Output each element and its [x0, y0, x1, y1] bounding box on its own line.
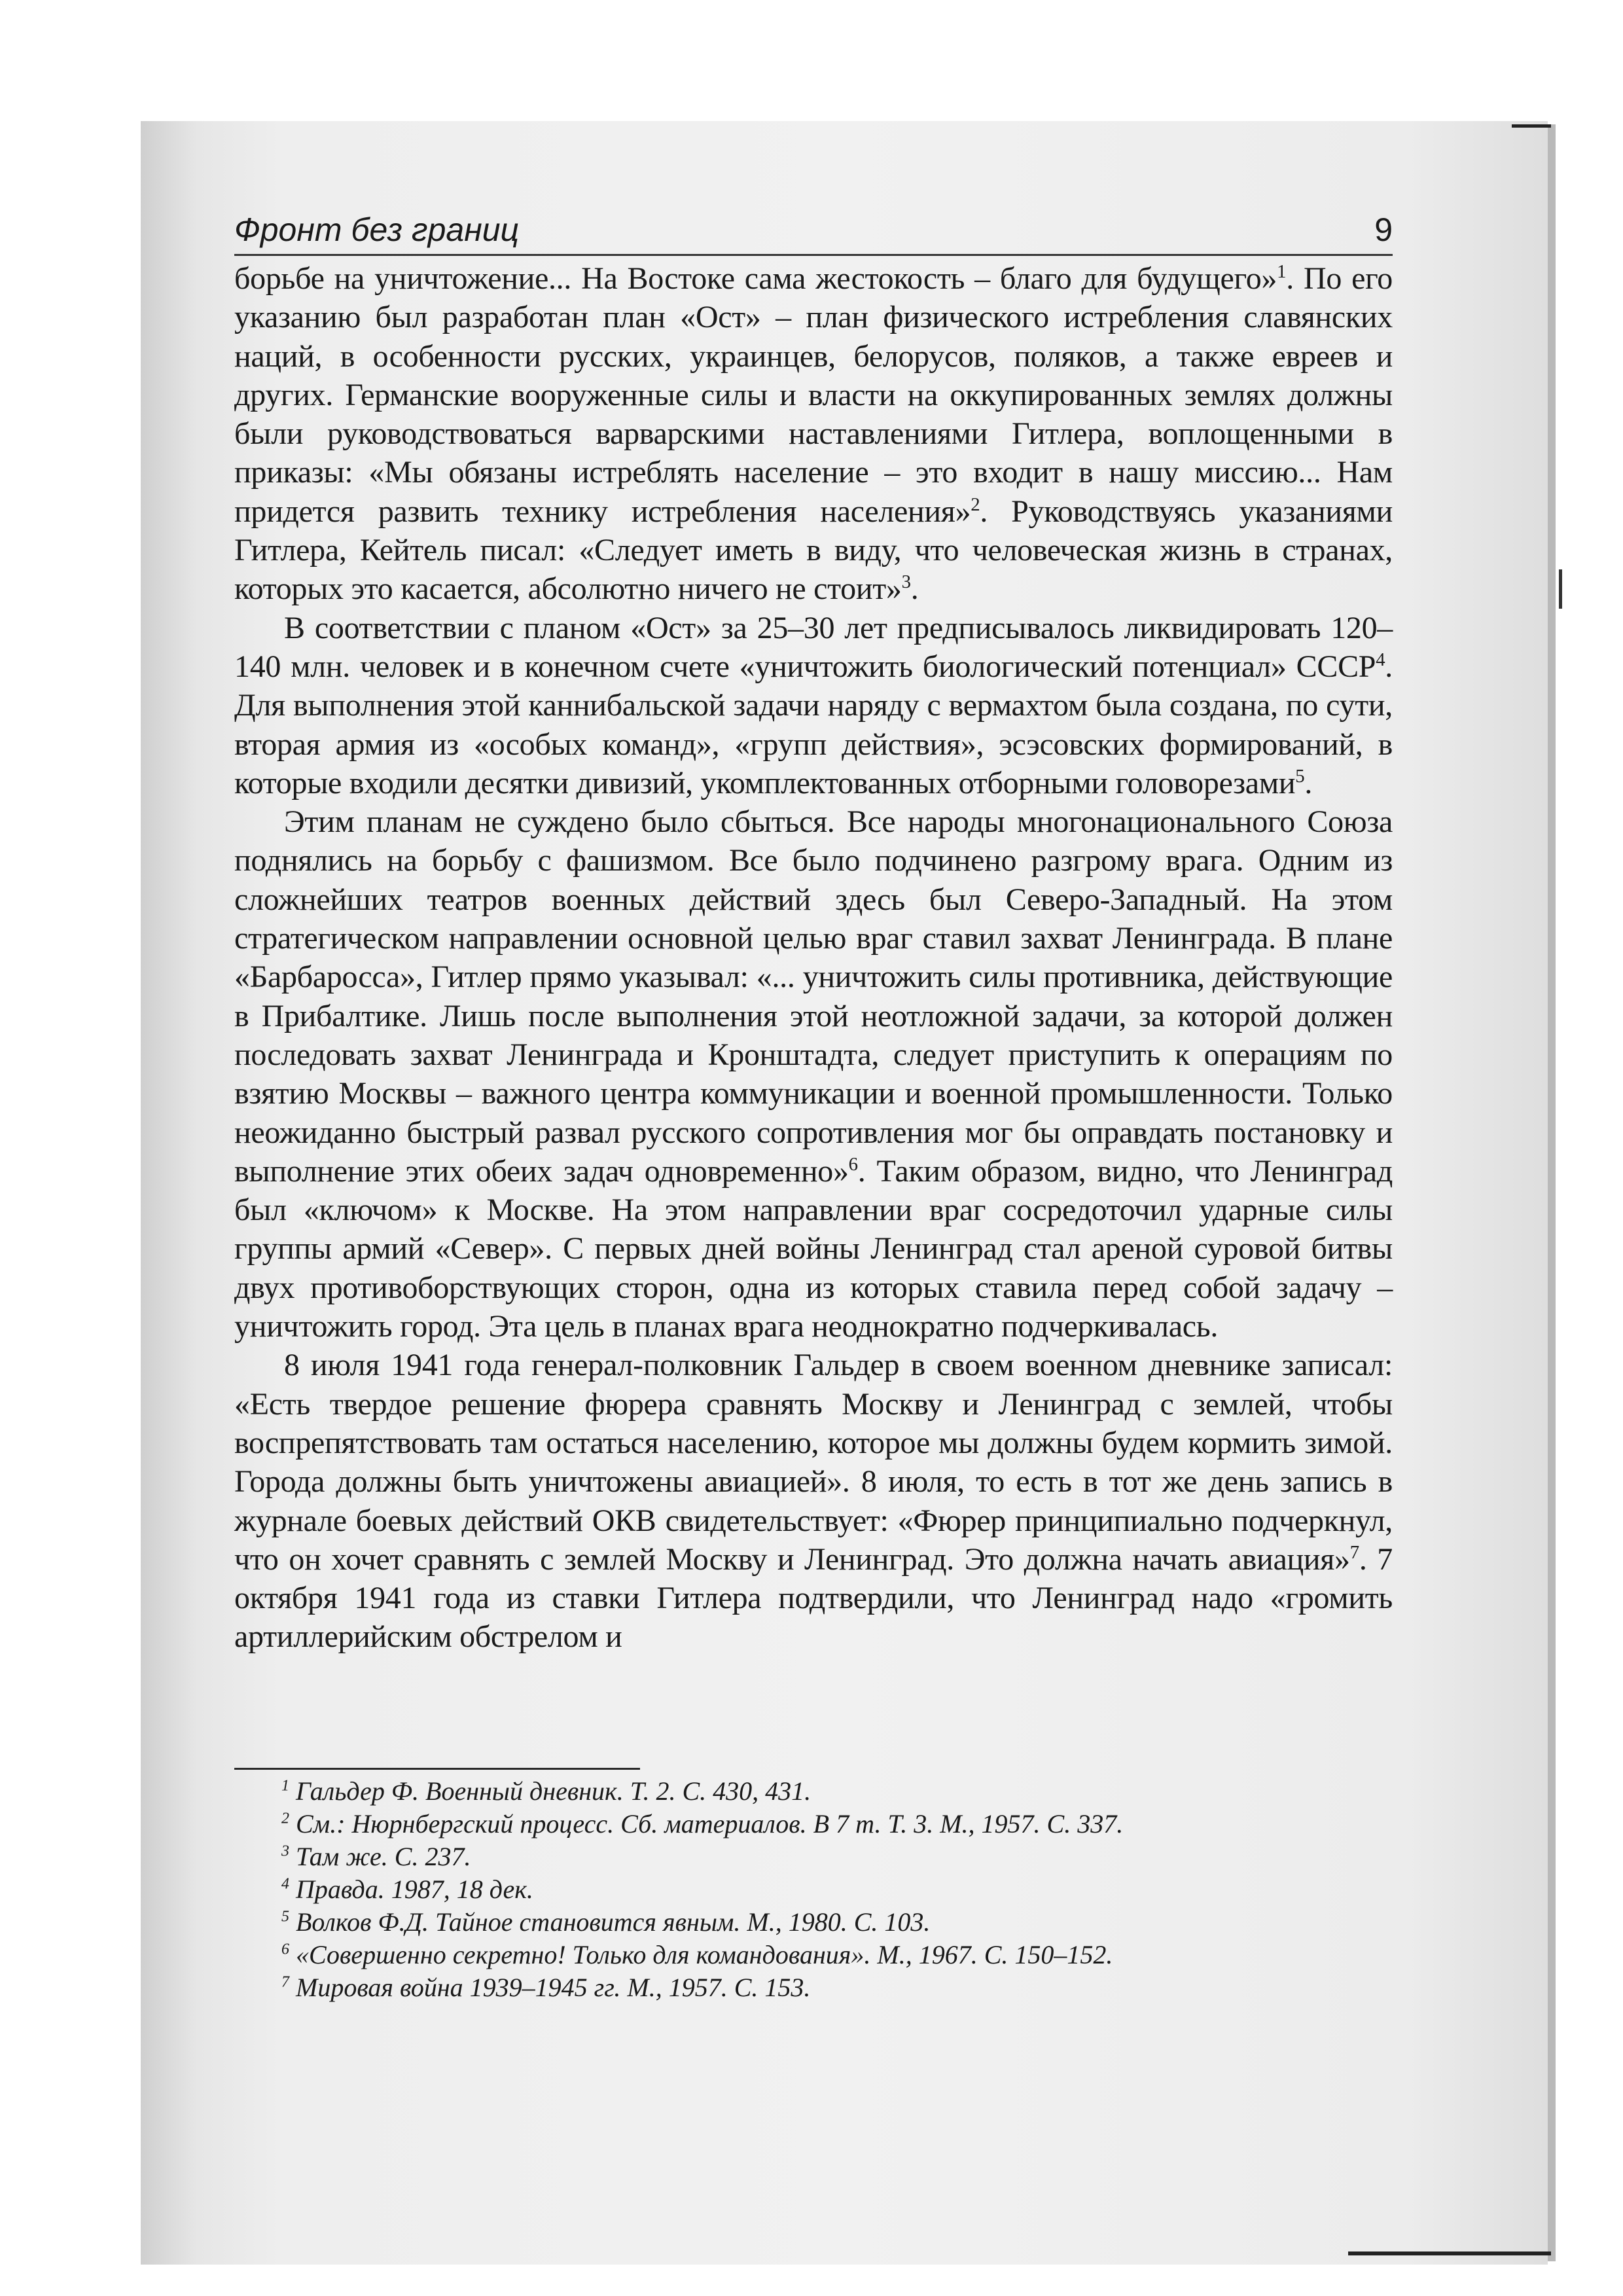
footnote: $^5$ Волков Ф.Д. Тайное становится явным. М., 1980. С. 103.: [281, 1907, 931, 1937]
footnote-ref-4: 4: [1376, 649, 1385, 670]
footnote-ref-6: 6: [848, 1153, 858, 1175]
paragraph-2: В соответствии с планом «Ост» за 25–30 лет предписывалось ликвидировать 120–140 млн. человек и в конечном счете «уничтожить биологический потенциал» СССР$^4$. Для выполнения этой каннибальской задачи наряду с вермахтом была создана, по сути, вторая армия из «особых команд», «групп действия», эсэсовских формирований, в которые входили десятки дивизий, укомплектованных отборными головорезами$^5$.: [234, 610, 1393, 800]
page-number: 9: [1374, 211, 1393, 248]
page-edge-shadow: [1548, 124, 1556, 2261]
footnote: $^1$ Гальдер Ф. Военный дневник. Т. 2. С. 430, 431.: [281, 1776, 812, 1806]
footnote: $^7$ Мировая война 1939–1945 гг. М., 1957. С. 153.: [281, 1973, 811, 2002]
footnotes: [281, 1775, 1394, 2004]
running-header: [234, 208, 1393, 256]
scan-mark-side: [1559, 569, 1562, 609]
scan-mark-top: [1512, 124, 1551, 128]
scan-mark-bottom: [1348, 2251, 1551, 2255]
footnote: $^2$ См.: Нюрнбергский процесс. Сб. материалов. В 7 т. Т. 3. М., 1957. С. 337.: [281, 1809, 1124, 1839]
footnote-ref-1: 1: [1277, 261, 1287, 282]
footnote-ref-2: 2: [971, 493, 980, 515]
footnote-ref-5: 5: [1295, 765, 1305, 787]
footnote-ref-3: 3: [901, 571, 911, 593]
body-text: [234, 259, 1393, 1657]
footnote-separator: [234, 1768, 640, 1770]
running-title: Фронт без границ: [234, 211, 520, 248]
footnote: $^4$ Правда. 1987, 18 дек.: [281, 1874, 533, 1904]
paragraph-1: борьбе на уничтожение... На Востоке сама жестокость – благо для будущего»$^1$. По его указанию был разработан план «Ост» – план физического истребления славянских наций, в особенности русских, украинцев, белорусов, поляков, а также евреев и других. Германские вооруженные силы и власти на оккупированных землях должны были руководствоваться варварскими наставлениями Гитлера, воплощенными в приказы: «Мы обязаны истреблять население – это входит в нашу миссию... Нам придется развить технику истребления населения»$^2$. Руководствуясь указаниями Гитлера, Кейтель писал: «Следует иметь в виду, что человеческая жизнь в странах, которых это касается, абсолютно ничего не стоит»$^3$.: [234, 261, 1393, 607]
footnote-ref-7: 7: [1349, 1541, 1359, 1563]
footnote: $^3$ Там же. С. 237.: [281, 1842, 471, 1871]
paragraph-3: Этим планам не суждено было сбыться. Все народы многонационального Союза поднялись на борьбу с фашизмом. Все было подчинено разгрому врага. Одним из сложнейших театров военных действий здесь был Северо-Западный. На этом стратегическом направлении основной целью враг ставил захват Ленинграда. В плане «Барбаросса», Гитлер прямо указывал: «... уничтожить силы противника, действующие в Прибалтике. Лишь после выполнения этой неотложной задачи, за которой должен последовать захват Ленинграда и Кронштадта, следует приступить к операциям по взятию Москвы – важного центра коммуникации и военной промышленности. Только неожиданно быстрый развал русского сопротивления мог бы оправдать постановку и выполнение этих обеих задач одновременно»$^6$. Таким образом, видно, что Ленинград был «ключом» к Москве. На этом направлении враг сосредоточил ударные силы группы армий «Север». С первых дней войны Ленинград стал ареной суровой битвы двух противоборствующих сторон, одна из которых ставила перед собой задачу – уничтожить город. Эта цель в планах врага неоднократно подчеркивалась.: [234, 804, 1393, 1344]
paragraph-4: 8 июля 1941 года генерал-полковник Гальдер в своем военном дневнике записал: «Есть твердое решение фюрера сравнять Москву и Ленинград с землей, чтобы воспрепятствовать там остаться населению, которое мы должны будем кормить зимой. Города должны быть уничтожены авиацией». 8 июля, то есть в тот же день запись в журнале боевых действий ОКВ свидетельствует: «Фюрер принципиально подчеркнул, что он хочет сравнять с землей Москву и Ленинград. Это должна начать авиация»$^7$. 7 октября 1941 года из ставки Гитлера подтвердили, что Ленинград надо «громить артиллерийским обстрелом и: [234, 1348, 1393, 1655]
footnote: $^6$ «Совершенно секретно! Только для командования». М., 1967. С. 150–152.: [281, 1940, 1113, 1969]
